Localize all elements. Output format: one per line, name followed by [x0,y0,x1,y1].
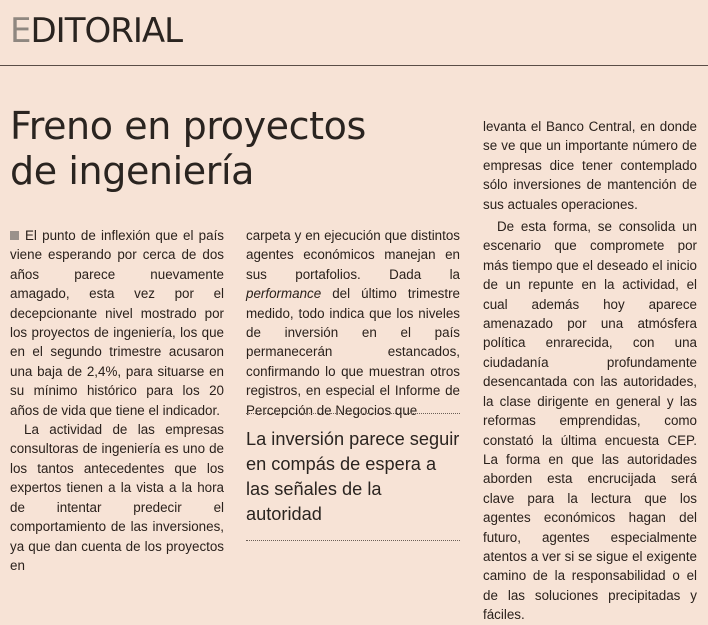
column-3 [483,117,697,625]
paragraph-3-emphasis: performance [246,286,322,302]
paragraph-3 [246,226,460,420]
pullquote-bottom-rule [246,540,460,541]
section-title-initial: E [10,11,31,51]
paragraph-3-text-a: carpeta y en ejecución que distintos agentes económicos manejan en sus portafolios. Dada la [246,228,460,282]
paragraph-2: La actividad de las empresas consultoras de ingeniería es uno de los tantos antecedentes que los expertos tienen a la vista a la hora de intentar predecir el comportamiento de las inversiones, ya que dan cuenta de los proyectos en [10,422,224,573]
column-1 [10,226,224,575]
paragraph-3-text-b: del último trimestre medido, todo indica que los niveles de inversión en el país permanecerán estancados, confirmando lo que muestran otros registros, en especial el Informe de Percepción de Negocios que [246,286,460,418]
paragraph-5: De esta forma, se consolida un escenario que compromete por más tiempo que el deseado el inicio de un repunte en la actividad, el cual además hoy aparece amenazado por una atmósfera política enrarecida, con una ciudadanía profundamente desencantada con las autoridades, la clase dirigente en general y las reformas emprendidas, como constató la última encuesta CEP. La forma en que las autoridades aborden esta encrucijada será clave para la lectura que los agentes económicos hagan del futuro, agentes especialmente atentos a ver si se sigue el exigente camino de la responsabilidad o el de las soluciones precipitadas y fáciles. [483,219,697,623]
headline-line-1: Freno en proyectos [10,104,366,148]
section-title [10,11,183,51]
header-rule [0,65,708,66]
pullquote: La inversión parece seguir en compás de espera a las señales de la autoridad [246,429,460,524]
paragraph-1 [10,226,224,420]
paragraph-4: levanta el Banco Central, en donde se ve que un importante número de empresas dice tener contemplado sólo inversiones de mantención de sus actuales operaciones. [483,119,697,212]
paragraph-1-text: El punto de inflexión que el país viene esperando por cerca de dos años parece nuevamente amagado, esta vez por el decepcionante nivel mostrado por los proyectos de ingeniería, los que en el segundo trimestre acusaron una baja de 2,4%, para situarse en su mínimo histórico para los 20 años de vida que tiene el indicador. [10,228,224,418]
section-title-rest: DITORIAL [30,11,183,51]
headline-line-2: de ingeniería [10,149,255,193]
pullquote-top-rule [246,413,460,414]
headline [10,104,450,194]
bullet-marker [10,231,19,240]
column-2 [246,226,460,420]
